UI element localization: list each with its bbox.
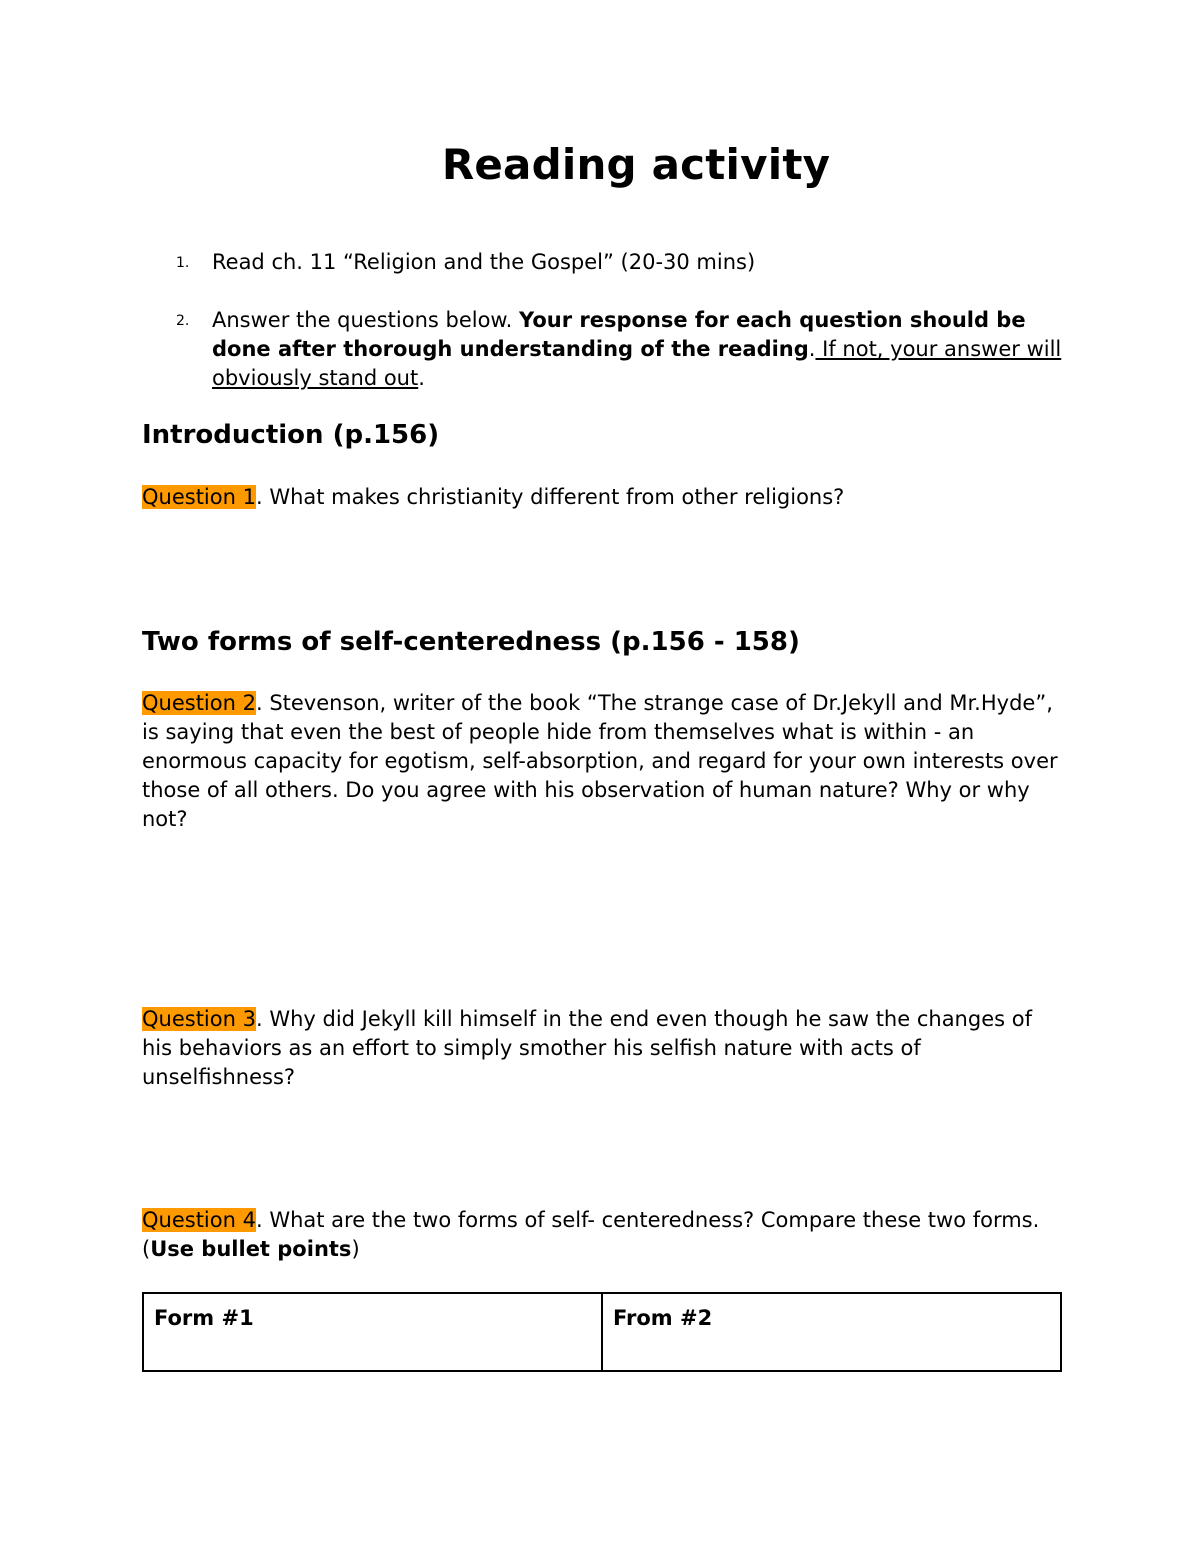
step-number: 2. — [176, 313, 190, 329]
step-punct: . — [808, 337, 816, 361]
step-text: Read ch. 11 “Religion and the Gospel” (20-30 mins) — [212, 250, 756, 274]
step-underline-text: If not, your answer will obviously stand out — [212, 337, 1062, 390]
question-label: Question 1 — [142, 485, 256, 509]
form-2-cell[interactable]: From #2 — [602, 1293, 1061, 1371]
section-heading-introduction: Introduction (p.156) — [142, 420, 440, 450]
page-title: Reading activity — [441, 140, 831, 189]
step-end: . — [418, 366, 425, 390]
question-text: . What are the two forms of self- centeredness? Compare these two forms. ( — [142, 1208, 1040, 1261]
step-text: Answer the questions below. — [212, 308, 520, 332]
instruction-step-1 — [142, 248, 1062, 277]
question-1 — [142, 483, 1062, 512]
question-text: . Stevenson, writer of the book “The strange case of Dr.Jekyll and Mr.Hyde”, is saying that even the best of people hide from themselves what is within - an enormous capacity for egotism, self-absorption, and regard for your own interests over those of all others. Do you agree with his observation of human nature? Why or why not? — [142, 691, 1058, 831]
question-label: Question 4 — [142, 1208, 256, 1232]
instructions-list — [142, 248, 1062, 393]
question-text: . Why did Jekyll kill himself in the end even though he saw the changes of his behaviors as an effort to simply smother his selfish nature with acts of unselfishness? — [142, 1007, 1032, 1089]
instruction-step-2 — [142, 306, 1062, 393]
step-bold-text: Your response for each question should be done after thorough understanding of the reading — [212, 308, 1026, 361]
form-1-cell[interactable]: Form #1 — [143, 1293, 602, 1371]
question-2 — [142, 689, 1062, 834]
forms-comparison-table — [142, 1292, 1062, 1372]
question-end: ) — [351, 1237, 360, 1261]
step-number: 1. — [176, 255, 190, 271]
question-text: . What makes christianity different from other religions? — [255, 485, 845, 509]
question-label: Question 3 — [142, 1007, 256, 1031]
question-4 — [142, 1206, 1062, 1264]
table-row — [143, 1293, 1061, 1371]
question-3 — [142, 1005, 1062, 1092]
question-bold-text: Use bullet points — [150, 1237, 352, 1261]
question-label: Question 2 — [142, 691, 256, 715]
section-heading-self-centeredness: Two forms of self-centeredness (p.156 - 158) — [142, 627, 800, 657]
